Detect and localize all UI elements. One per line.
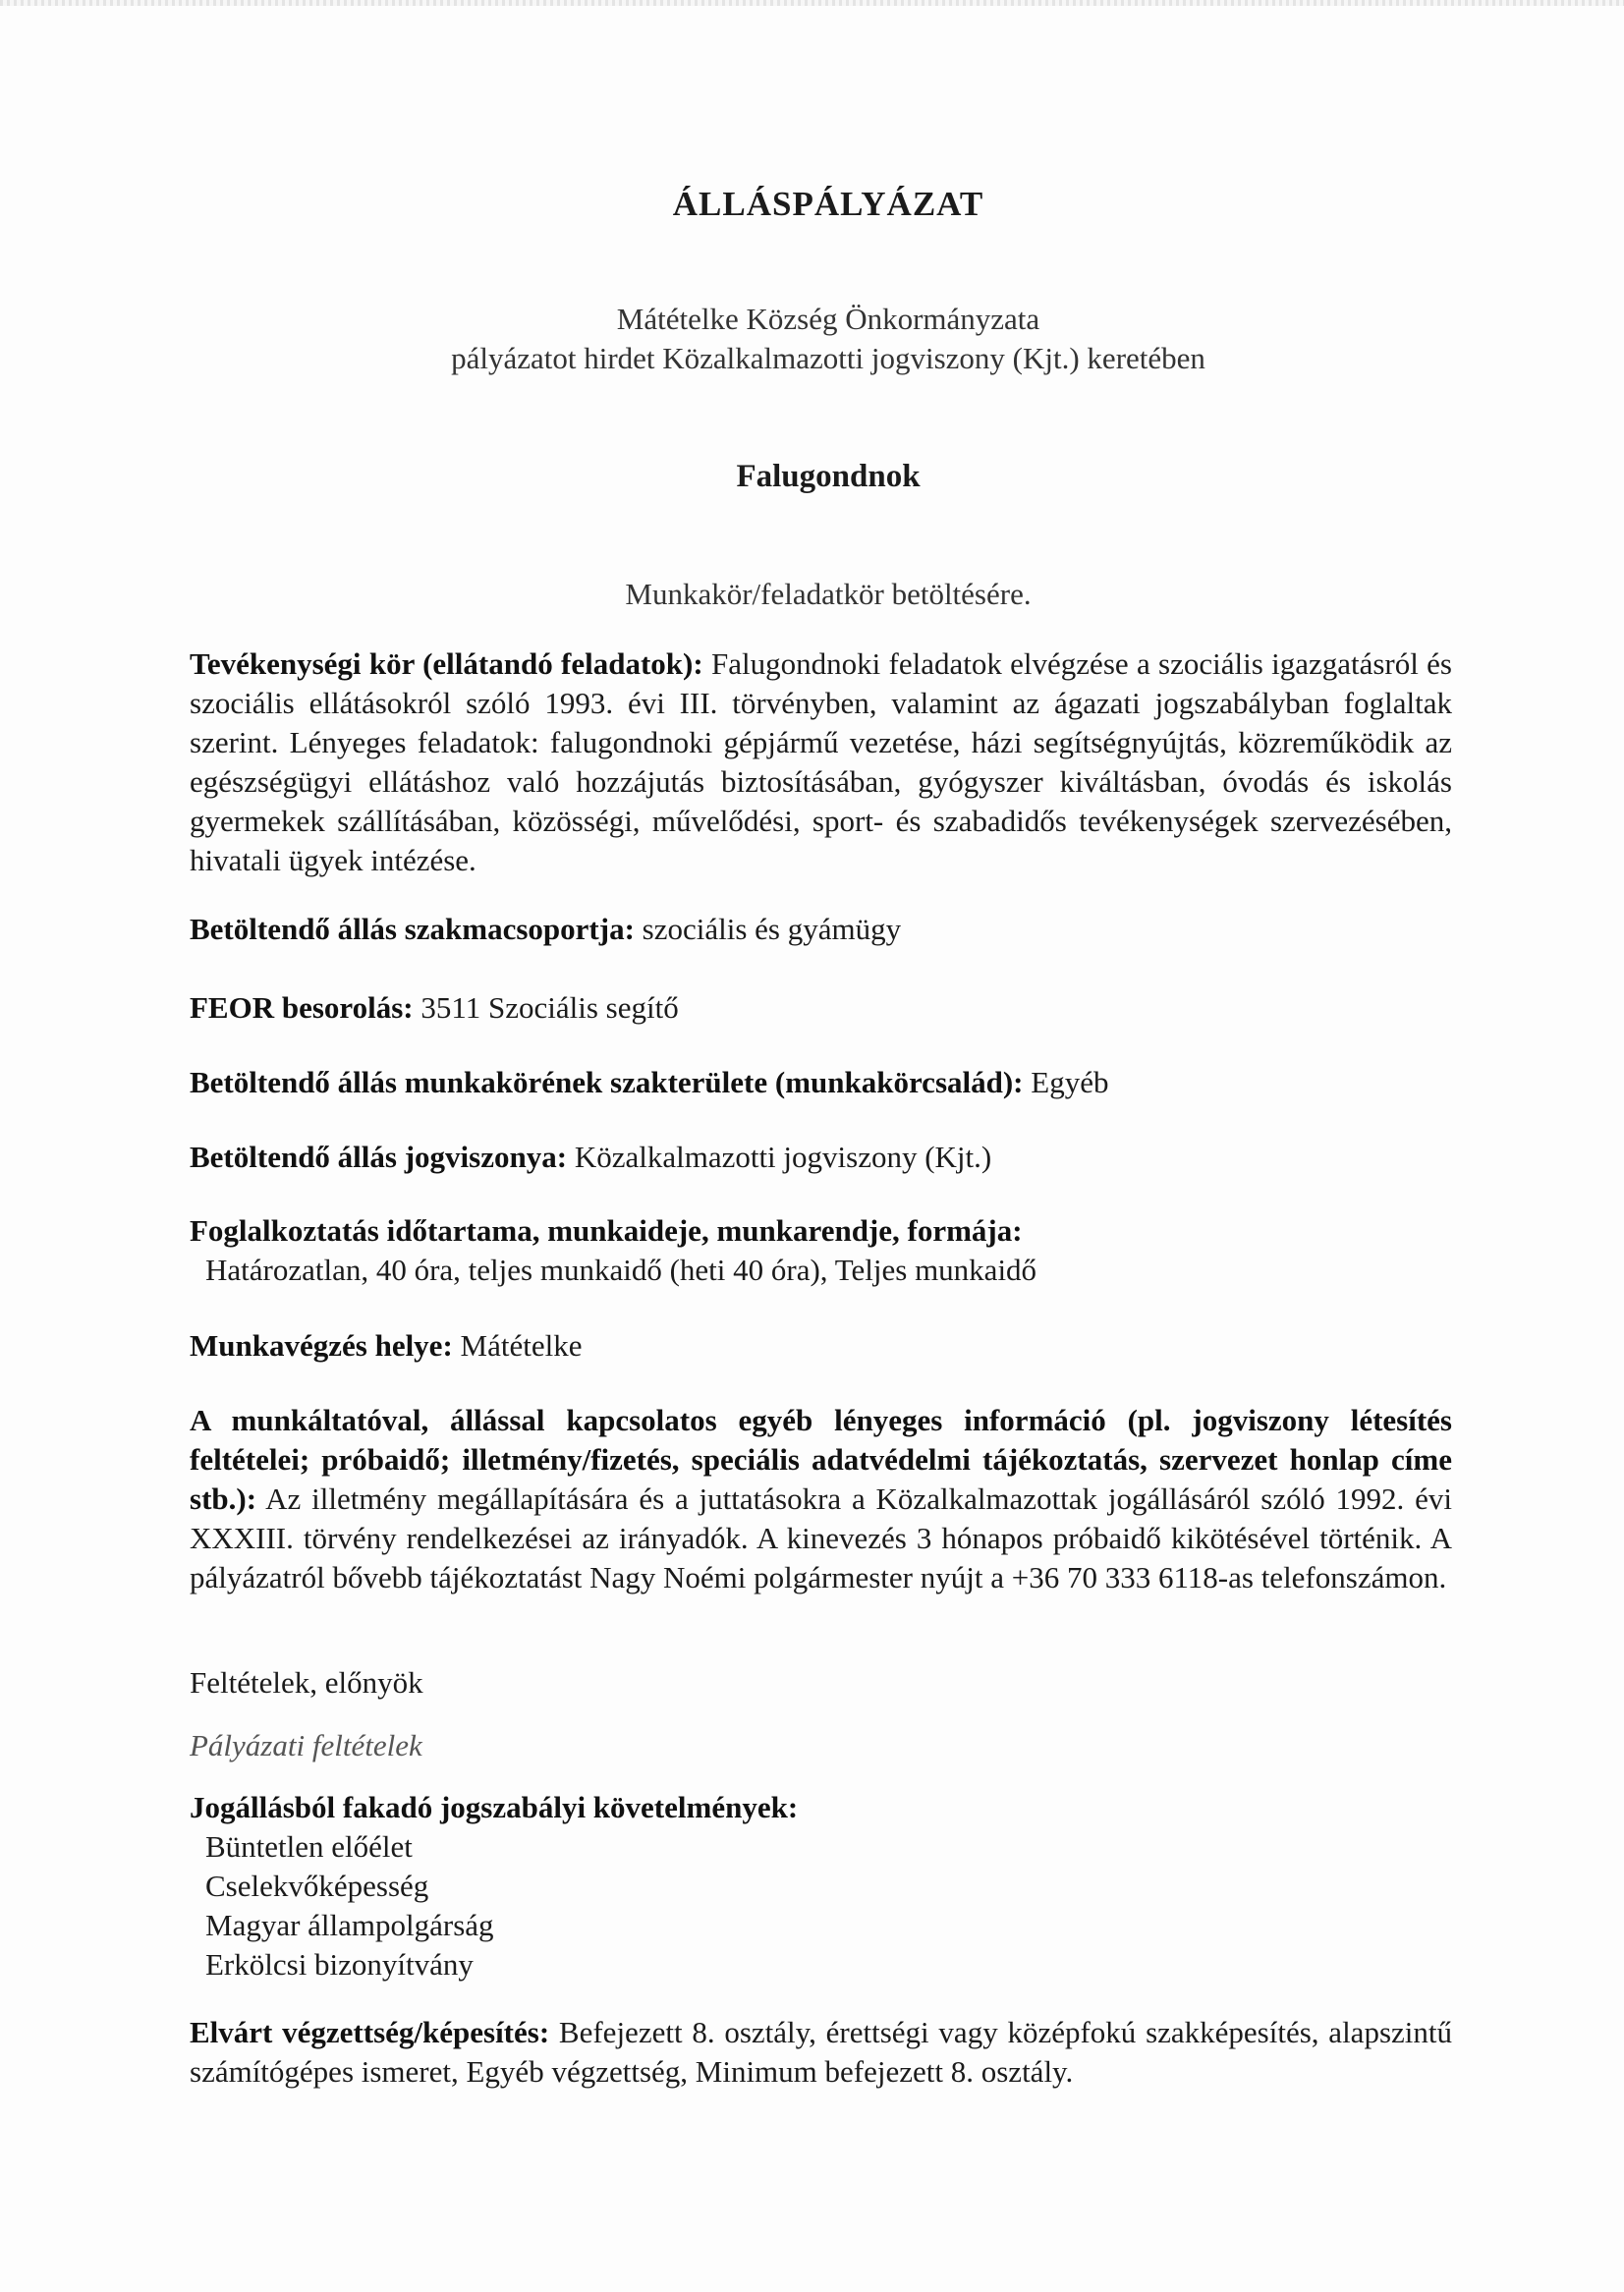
workplace-label: Munkavégzés helye: [190, 1328, 453, 1363]
scan-edge [0, 0, 1624, 6]
legal-requirements-label: Jogállásból fakadó jogszabályi követelmények: [190, 1790, 799, 1824]
feor-value: 3511 Szociális segítő [413, 990, 679, 1025]
requirement-item: Erkölcsi bizonyítvány [205, 1947, 474, 1982]
conditions-heading: Feltételek, előnyök [190, 1665, 423, 1700]
specialty-section [190, 1063, 1452, 1102]
job-title: Falugondnok [736, 459, 921, 494]
conditions-subheading: Pályázati feltételek [190, 1728, 422, 1762]
field-group-label: Betöltendő állás szakmacsoportja: [190, 912, 635, 946]
employment-value: Határozatlan, 40 óra, teljes munkaidő (heti 40 óra), Teljes munkaidő [205, 1253, 1037, 1287]
legal-requirements-section [190, 1788, 1452, 1985]
workplace-section [190, 1326, 1452, 1366]
field-group-section [190, 910, 1452, 949]
legal-relation-section [190, 1138, 1452, 1177]
employment-section [190, 1211, 1452, 1290]
requirement-item: Cselekvőképesség [205, 1869, 429, 1903]
legal-relation-value: Közalkalmazotti jogviszony (Kjt.) [567, 1140, 992, 1174]
other-info-text: Az illetmény megállapítására és a juttatásokra a Közalkalmazottak jogállásáról szóló 1992. évi XXXIII. törvény rendelkezései az irányadók. A kinevezés 3 hónapos próbaidő kikötésével történik. A pályázatról bővebb tájékoztatást Nagy Noémi polgármester nyújt a +36 70 333 6118-as telefonszámon. [190, 1481, 1452, 1594]
duties-label: Tevékenységi kör (ellátandó feladatok): [190, 646, 703, 681]
feor-label: FEOR besorolás: [190, 990, 414, 1025]
document-title: ÁLLÁSPÁLYÁZAT [672, 185, 984, 223]
specialty-value: Egyéb [1023, 1065, 1109, 1099]
education-text: Befejezett 8. osztály, érettségi vagy középfokú szakképesítés, alapszintű számítógépes ismeret, Egyéb végzettség, Minimum befejezett 8. osztály. [190, 2015, 1452, 2089]
specialty-label: Betöltendő állás munkakörének szakterülete (munkakörcsalád): [190, 1065, 1024, 1099]
intro [190, 300, 1467, 378]
education-section [190, 2013, 1452, 2092]
intro-employer: Mátételke Község Önkormányzata [616, 302, 1040, 336]
education-label: Elvárt végzettség/képesítés: [190, 2015, 550, 2049]
requirement-item: Magyar állampolgárság [205, 1908, 494, 1942]
workplace-value: Mátételke [452, 1328, 583, 1363]
field-group-value: szociális és gyámügy [634, 912, 902, 946]
other-info-label: A munkáltatóval, állással kapcsolatos egyéb lényeges információ (pl. jogviszony létesítés feltételei; próbaidő; illetmény/fizetés, speciális adatvédelmi tájékoztatás, szervezet honlap címe stb.): [190, 1403, 1452, 1516]
other-info-section [190, 1401, 1452, 1597]
intro-announcement: pályázatot hirdet Közalkalmazotti jogviszony (Kjt.) keretében [451, 341, 1205, 375]
requirement-item: Büntetlen előélet [205, 1829, 413, 1864]
employment-label: Foglalkoztatás időtartama, munkaideje, munkarendje, formája: [190, 1213, 1023, 1248]
legal-relation-label: Betöltendő állás jogviszonya: [190, 1140, 568, 1174]
duties-text: Falugondnoki feladatok elvégzése a szociális igazgatásról és szociális ellátásokról szóló 1993. évi III. törvényben, valamint az ágazati jogszabályban foglaltak szerint. Lényeges feladatok: falugondnoki gépjármű vezetése, házi segítségnyújtás, közreműködik az egészségügyi ellátáshoz való hozzájutás biztosításában, gyógyszer kiváltásban, óvodás és iskolás gyermekek szállításában, közösségi, művelődési, sport- és szabadidős tevékenységek szervezésében, hivatali ügyek intézése. [190, 646, 1452, 877]
duties-section [190, 644, 1452, 880]
feor-section [190, 988, 1452, 1028]
subtitle: Munkakör/feladatkör betöltésére. [625, 577, 1032, 611]
